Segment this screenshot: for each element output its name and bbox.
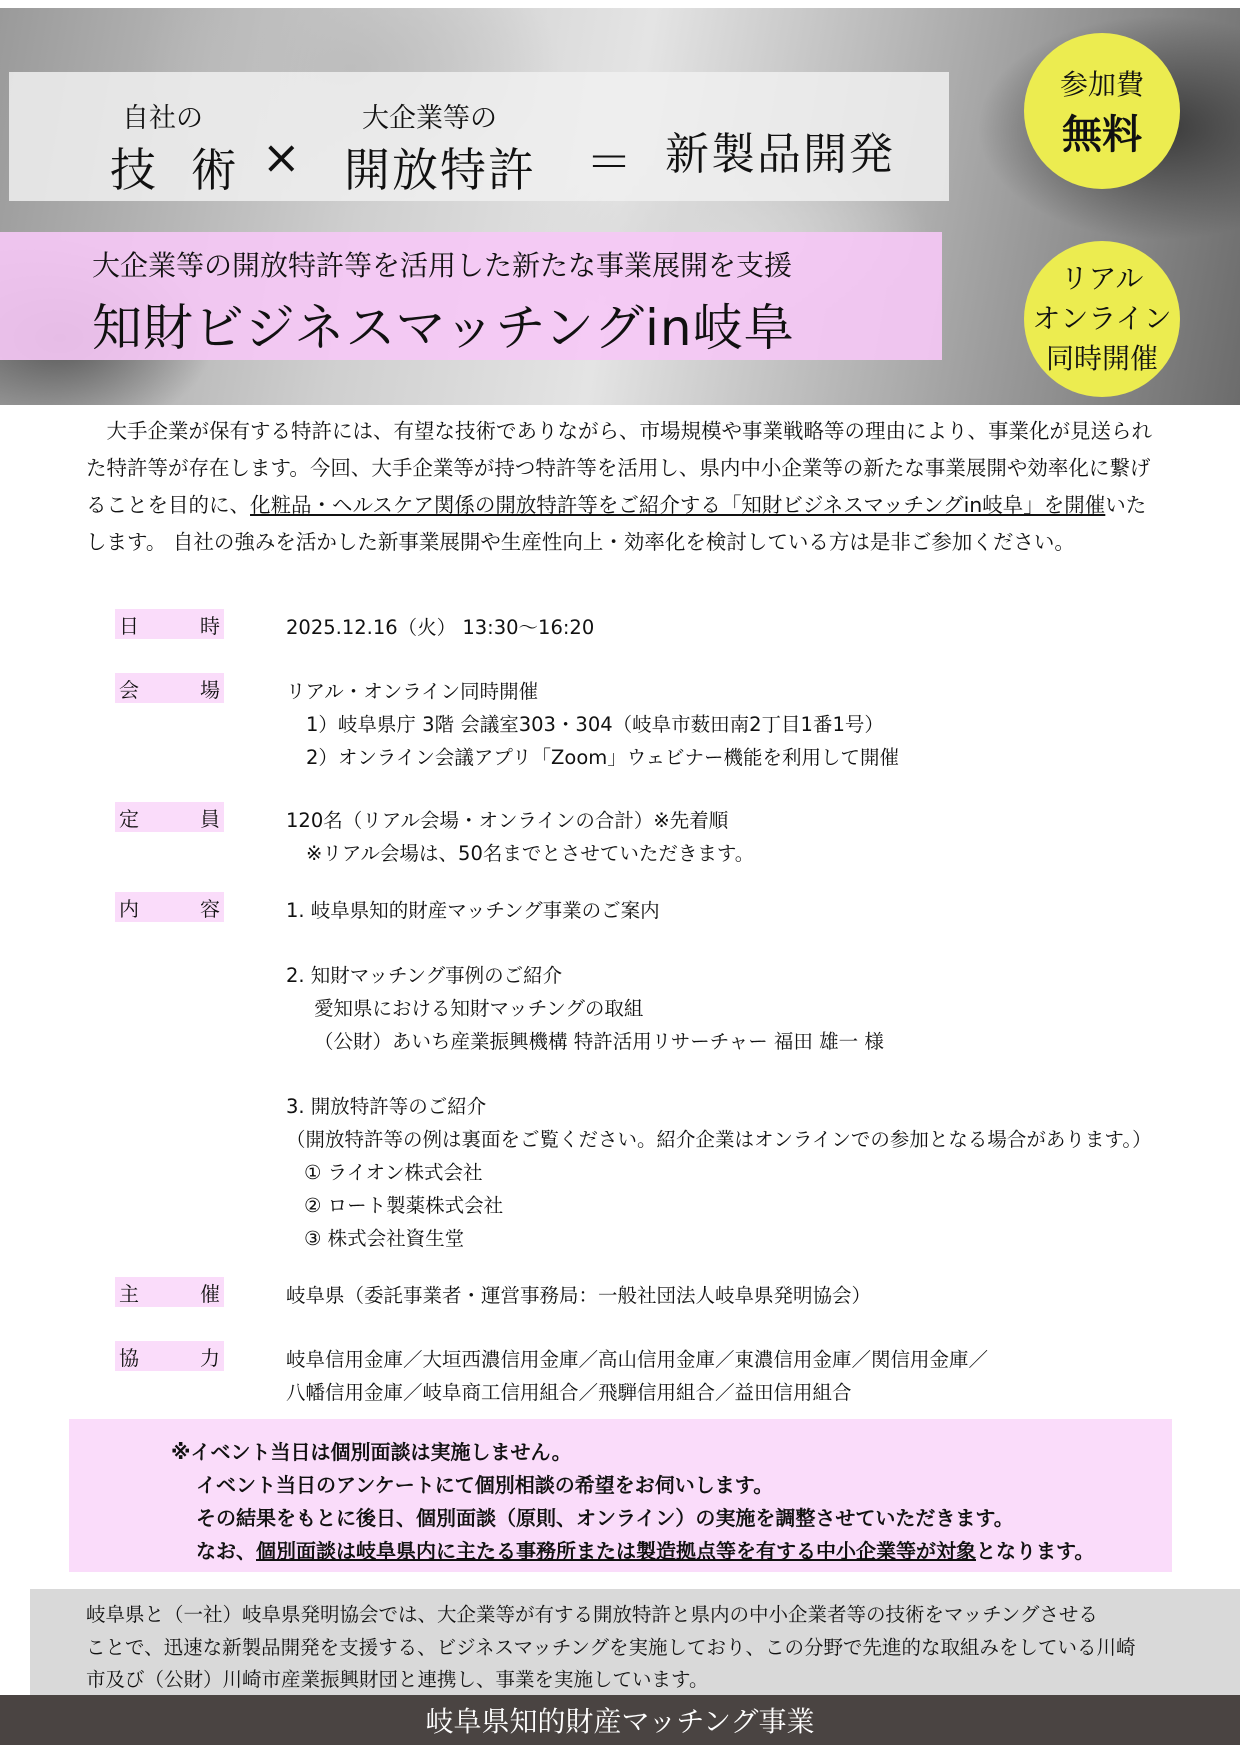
corp-small: 大企業等の	[362, 103, 497, 134]
cooperation-line: 八幡信用金庫／岐阜商工信用組合／飛騨信用組合／益田信用組合	[286, 1381, 852, 1404]
own-small: 自社の	[122, 103, 203, 134]
intro-text: 大手企業が保有する特許には、有望な技術でありながら、市場規模や事業戦略等の理由により、事業化が見送られた特許等が存在します。今回、大手企業等が持つ特許等を活用し、県内中小企業等の新たな事業展開や効率化に繋げることを目的に、	[86, 419, 1152, 517]
label-datetime: 日 時	[115, 609, 224, 639]
venue-line: 1）岐阜県庁 3階 会議室303・304（岐阜市薮田南2丁目1番1号）	[306, 713, 884, 736]
label-capacity: 定 員	[115, 802, 224, 832]
cooperation-line: 岐阜信用金庫／大垣西濃信用金庫／高山信用金庫／東濃信用金庫／関信用金庫／	[286, 1348, 989, 1371]
organizer-value: 岐阜県（委託事業者・運営事務局：一般社団法人岐阜県発明協会）	[286, 1284, 872, 1307]
mode-line: リアル	[1060, 262, 1144, 295]
label-content: 内 容	[115, 892, 224, 922]
datetime-value: 2025.12.16（火） 13:30～16:20	[286, 616, 595, 639]
content-line: 3. 開放特許等のご紹介	[286, 1095, 487, 1118]
footer-bar	[0, 1695, 1240, 1745]
equals-sign: ＝	[586, 135, 634, 189]
label-organizer: 主 催	[115, 1277, 224, 1307]
fee-label: 参加費	[1059, 67, 1144, 101]
times-sign: ×	[262, 130, 303, 184]
capacity-line: ※リアル会場は、50名までとさせていただきます。	[306, 842, 755, 865]
company-item: ③ 株式会社資生堂	[304, 1227, 465, 1250]
intro-paragraph	[86, 413, 1161, 561]
mode-line: オンライン	[1032, 302, 1172, 335]
footer-title: 岐阜県知的財産マッチング事業	[425, 1705, 815, 1738]
info-line: 岐阜県と（一社）岐阜県発明協会では、大企業等が有する開放特許と県内の中小企業者等の技術をマッチングさせる	[86, 1603, 1098, 1626]
fee-badge	[1024, 33, 1180, 189]
label-cooperation: 協 力	[115, 1341, 224, 1371]
info-line: 市及び（公財）川崎市産業振興財団と連携し、事業を実施しています。	[86, 1668, 709, 1691]
content-line: （開放特許等の例は裏面をご覧ください。紹介企業はオンラインでの参加となる場合があります。）	[286, 1128, 1152, 1151]
hero-banner	[0, 8, 1240, 405]
notice-line: なお、個別面談は岐阜県内に主たる事務所または製造拠点等を有する中小企業等が対象となります。	[196, 1539, 1095, 1563]
content-line: 1. 岐阜県知的財産マッチング事業のご案内	[286, 899, 660, 922]
fee-value: 無料	[1062, 111, 1142, 158]
content-line: 愛知県における知財マッチングの取組	[314, 997, 644, 1020]
company-item: ① ライオン株式会社	[304, 1161, 483, 1184]
venue-line: 2）オンライン会議アプリ「Zoom」ウェビナー機能を利用して開催	[306, 746, 899, 769]
mode-line: 同時開催	[1045, 342, 1158, 375]
result-text: 新製品開発	[665, 129, 895, 180]
content-line: 2. 知財マッチング事例のご紹介	[286, 964, 563, 987]
own-big: 技 術	[110, 143, 247, 197]
capacity-line: 120名（リアル会場・オンラインの合計）※先着順	[286, 809, 729, 832]
subtitle: 大企業等の開放特許等を活用した新たな事業展開を支援	[92, 249, 793, 282]
corp-big: 開放特許	[344, 143, 536, 197]
intro-text: いたします。 自社の強みを活かした新事業展開や生産性向上・効率化を検討している方は是非ご参加ください。	[86, 493, 1147, 554]
mode-badge	[1024, 241, 1180, 397]
notice-box	[69, 1419, 1172, 1572]
notice-line: イベント当日のアンケートにて個別相談の希望をお伺いします。	[196, 1473, 774, 1497]
notice-line: ※イベント当日は個別面談は実施しません。	[171, 1440, 572, 1464]
label-venue: 会 場	[115, 673, 224, 703]
venue-line: リアル・オンライン同時開催	[286, 680, 539, 703]
intro-underlined: 化粧品・ヘルスケア関係の開放特許等をご紹介する「知財ビジネスマッチングin岐阜」を開催	[250, 493, 1106, 517]
notice-line: その結果をもとに後日、個別面談（原則、オンライン）の実施を調整させていただきます。	[196, 1506, 1014, 1530]
page-title: 知財ビジネスマッチングin岐阜	[92, 299, 795, 357]
info-line: ことで、迅速な新製品開発を支援する、ビジネスマッチングを実施しており、この分野で先進的な取組みをしている川崎	[86, 1636, 1136, 1659]
content-line: （公財）あいち産業振興機構 特許活用リサーチャー 福田 雄一 様	[314, 1030, 884, 1053]
company-item: ② ロート製薬株式会社	[304, 1194, 504, 1217]
